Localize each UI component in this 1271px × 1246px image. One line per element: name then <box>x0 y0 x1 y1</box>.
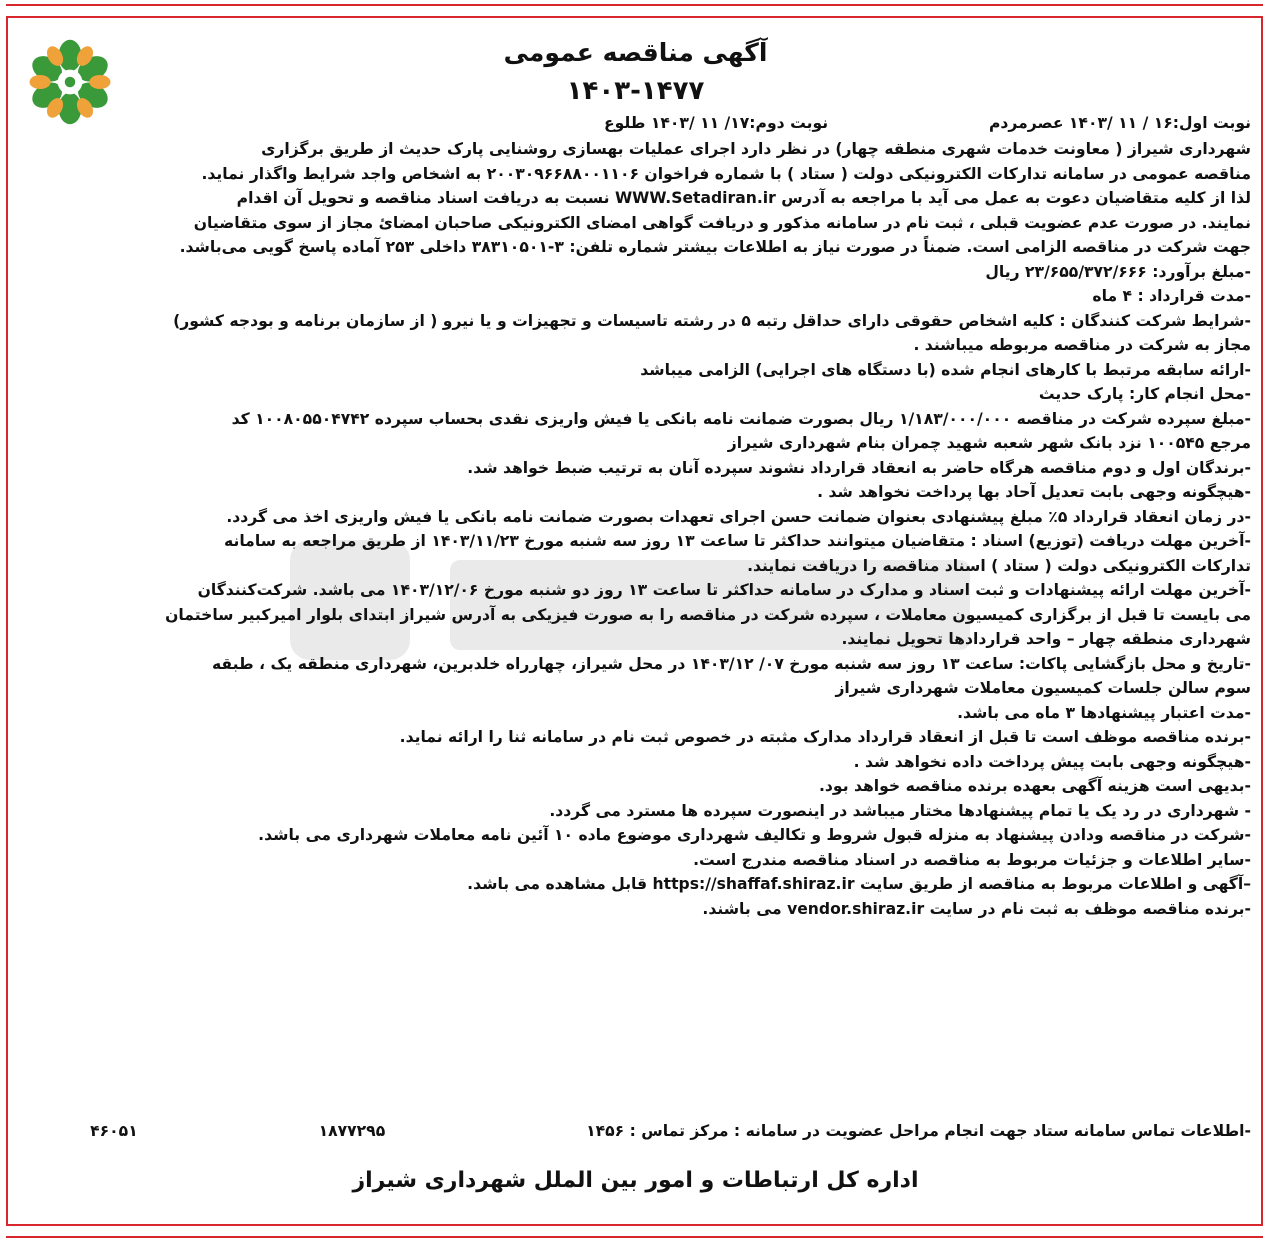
body-line: -آخرین مهلت ارائه پیشنهادات و ثبت اسناد و مدارک در سامانه حداکثر تا ساعت ۱۳ روز دو شنبه مورخ ۱۴۰۳/۱۲/۰۶ می باشد. شرکت‌کنندگان <box>197 581 1251 599</box>
contact-info <box>20 1122 1251 1140</box>
body-line: -مدت اعتبار پیشنهادها ۳ ماه می باشد. <box>957 703 1251 722</box>
contact-phone-1: ۱۸۷۷۲۹۵ <box>318 1122 386 1140</box>
body-line: تدارکات الکترونیکی دولت ( ستاد ) اسناد مناقصه را دریافت نمایند. <box>747 556 1251 575</box>
body-line <box>16 921 1251 946</box>
second-publication: نوبت دوم:۱۷/ ۱۱ /۱۴۰۳ طلوع <box>603 114 829 132</box>
tender-number: ۱۴۰۳-۱۴۷۷ <box>566 76 705 106</box>
bottom-border <box>6 1236 1263 1246</box>
body-line: -آخرین مهلت دریافت (توزیع) اسناد : متقاضیان میتوانند حداکثر تا ساعت ۱۳ روز سه شنبه مورخ ۱۴۰۳/۱۱/۲۳ از طریق مراجعه به سامانه <box>224 532 1251 550</box>
body-line: -تاریخ و محل بازگشایی پاکات: ساعت ۱۳ روز سه شنبه مورخ ۰۷/ ۱۴۰۳/۱۲ در محل شیراز، چهارراه خلدبرین، شهرداری منطقه یک ، طبقه <box>211 654 1251 673</box>
body-line: لذا از کلیه متقاضیان دعوت به عمل می آید با مراجعه به آدرس WWW.Setadiran.ir نسبت به دریافت اسناد مناقصه و تحویل آن اقدام <box>236 189 1251 207</box>
body-line: -در زمان انعقاد قرارداد ۵٪ مبلغ پیشنهادی بعنوان ضمانت حسن اجرای تعهدات بصورت ضمانت نامه بانکی یا فیش واریزی اخذ می گردد. <box>226 507 1251 526</box>
body-line: مجاز به شرکت در مناقصه مربوطه میباشند . <box>913 336 1251 354</box>
ad-body <box>16 137 1251 946</box>
body-line: شهرداری منطقه چهار – واحد قراردادها تحویل نمایند. <box>841 630 1251 648</box>
body-line: می بایست تا قبل از برگزاری کمیسیون معاملات ، سپرده شرکت در مناقصه را به صورت فیزیکی به آدرس شیراز ابتدای بلوار امیرکبیر ساختمان <box>165 605 1251 624</box>
body-line: -سایر اطلاعات و جزئیات مربوط به مناقصه در اسناد مناقصه مندرج است. <box>693 850 1251 869</box>
body-line: -هیچگونه وجهی بابت تعدیل آحاد بها پرداخت نخواهد شد . <box>817 483 1251 501</box>
first-publication: نوبت اول:۱۶ / ۱۱ /۱۴۰۳ عصرمردم <box>988 114 1251 132</box>
body-line: شهرداری شیراز ( معاونت خدمات شهری منطقه چهار) در نظر دارد اجرای عملیات بهسازی روشنایی پارک حدیث از طریق برگزاری <box>261 140 1251 158</box>
body-line: جهت شرکت در مناقصه الزامی است. ضمناً در صورت نیاز به اطلاعات بیشتر شماره تلفن: ۳-۳۸۳۱۰۵۰۱ داخلی ۲۵۳ آماده پاسخ گویی می‌باشد. <box>179 238 1251 256</box>
body-line: مناقصه عمومی در سامانه تدارکات الکترونیکی دولت ( ستاد ) با شماره فراخوان ۲۰۰۳۰۹۶۶۸۸۰۰۱۱۰۶ به اشخاص واجد شرایط واگذار نماید. <box>201 164 1251 183</box>
body-line: -شرکت در مناقصه ودادن پیشنهاد به منزله قبول شروط و تکالیف شهرداری موضوع ماده ۱۰ آئین نامه معاملات شهرداری می باشد. <box>258 826 1251 844</box>
contact-phone-2: ۴۶۰۵۱ <box>90 1122 138 1140</box>
body-line: -مبلغ برآورد: ۲۳/۶۵۵/۳۷۲/۶۶۶ ریال <box>985 262 1251 281</box>
body-line: -بدیهی است هزینه آگهی بعهده برنده مناقصه خواهد بود. <box>819 777 1251 795</box>
body-line: -مدت قرارداد : ۴ ماه <box>1092 287 1251 305</box>
body-line: -برنده مناقصه موظف به ثبت نام در سایت vendor.shiraz.ir می باشند. <box>702 899 1251 918</box>
body-line: -هیچگونه وجهی بابت پیش پرداخت داده نخواهد شد . <box>853 752 1251 771</box>
body-line: -محل انجام کار: پارک حدیث <box>1038 385 1251 403</box>
contact-label: -اطلاعات تماس سامانه ستاد جهت انجام مراحل عضویت در سامانه : مرکز تماس : ۱۴۵۶ <box>586 1122 1251 1140</box>
body-line: -برندگان اول و دوم مناقصه هرگاه حاضر به انعقاد قرارداد نشوند سپرده آنان به ترتیب ضبط خواهد شد. <box>467 458 1251 477</box>
body-line: -مبلغ سپرده شرکت در مناقصه ۱/۱۸۳/۰۰۰/۰۰۰ ریال بصورت ضمانت نامه بانکی یا فیش واریزی نقدی بحساب سپرده ۱۰۰۸۰۵۵۰۴۷۴۲ کد <box>231 409 1251 428</box>
body-line: - شهرداری در رد یک یا تمام پیشنهادها مختار میباشد در اینصورت سپرده ها مسترد می گردد. <box>549 801 1251 820</box>
body-line: –آگهی و اطلاعات مربوط به مناقصه از طریق سایت https://shaffaf.shiraz.ir قابل مشاهده می باشد. <box>467 875 1251 893</box>
ad-title: آگهی مناقصه عمومی <box>503 38 768 67</box>
body-line: مرجع ۱۰۰۵۴۵ نزد بانک شهر شعبه شهید چمران بنام شهرداری شیراز <box>727 434 1251 452</box>
body-line: -ارائه سابقه مرتبط با کارهای انجام شده (با دستگاه های اجرایی) الزامی میباشد <box>640 360 1251 379</box>
body-line: نمایند. در صورت عدم عضویت قبلی ، ثبت نام در سامانه مذکور و دریافت گواهی امضای الکترونیکی صاحبان امضائ مجاز از سوی متقاضیان <box>193 213 1251 232</box>
body-line: سوم سالن جلسات کمیسیون معاملات شهرداری شیراز <box>835 679 1251 697</box>
issuer-signature: اداره کل ارتباطات و امور بین الملل شهرداری شیراز <box>352 1168 919 1193</box>
body-line: -برنده مناقصه موظف است تا قبل از انعقاد قرارداد مدارک مثبته در خصوص ثبت نام در سامانه ثنا را ارائه نماید. <box>399 728 1251 746</box>
top-border <box>6 0 1263 6</box>
body-line: -شرایط شرکت کنندگان : کلیه اشخاص حقوقی دارای حداقل رتبه ۵ در رشته تاسیسات و تجهیزات و یا نیرو ( از سازمان برنامه و بودجه کشور) <box>173 311 1251 330</box>
publication-dates <box>180 114 1251 132</box>
